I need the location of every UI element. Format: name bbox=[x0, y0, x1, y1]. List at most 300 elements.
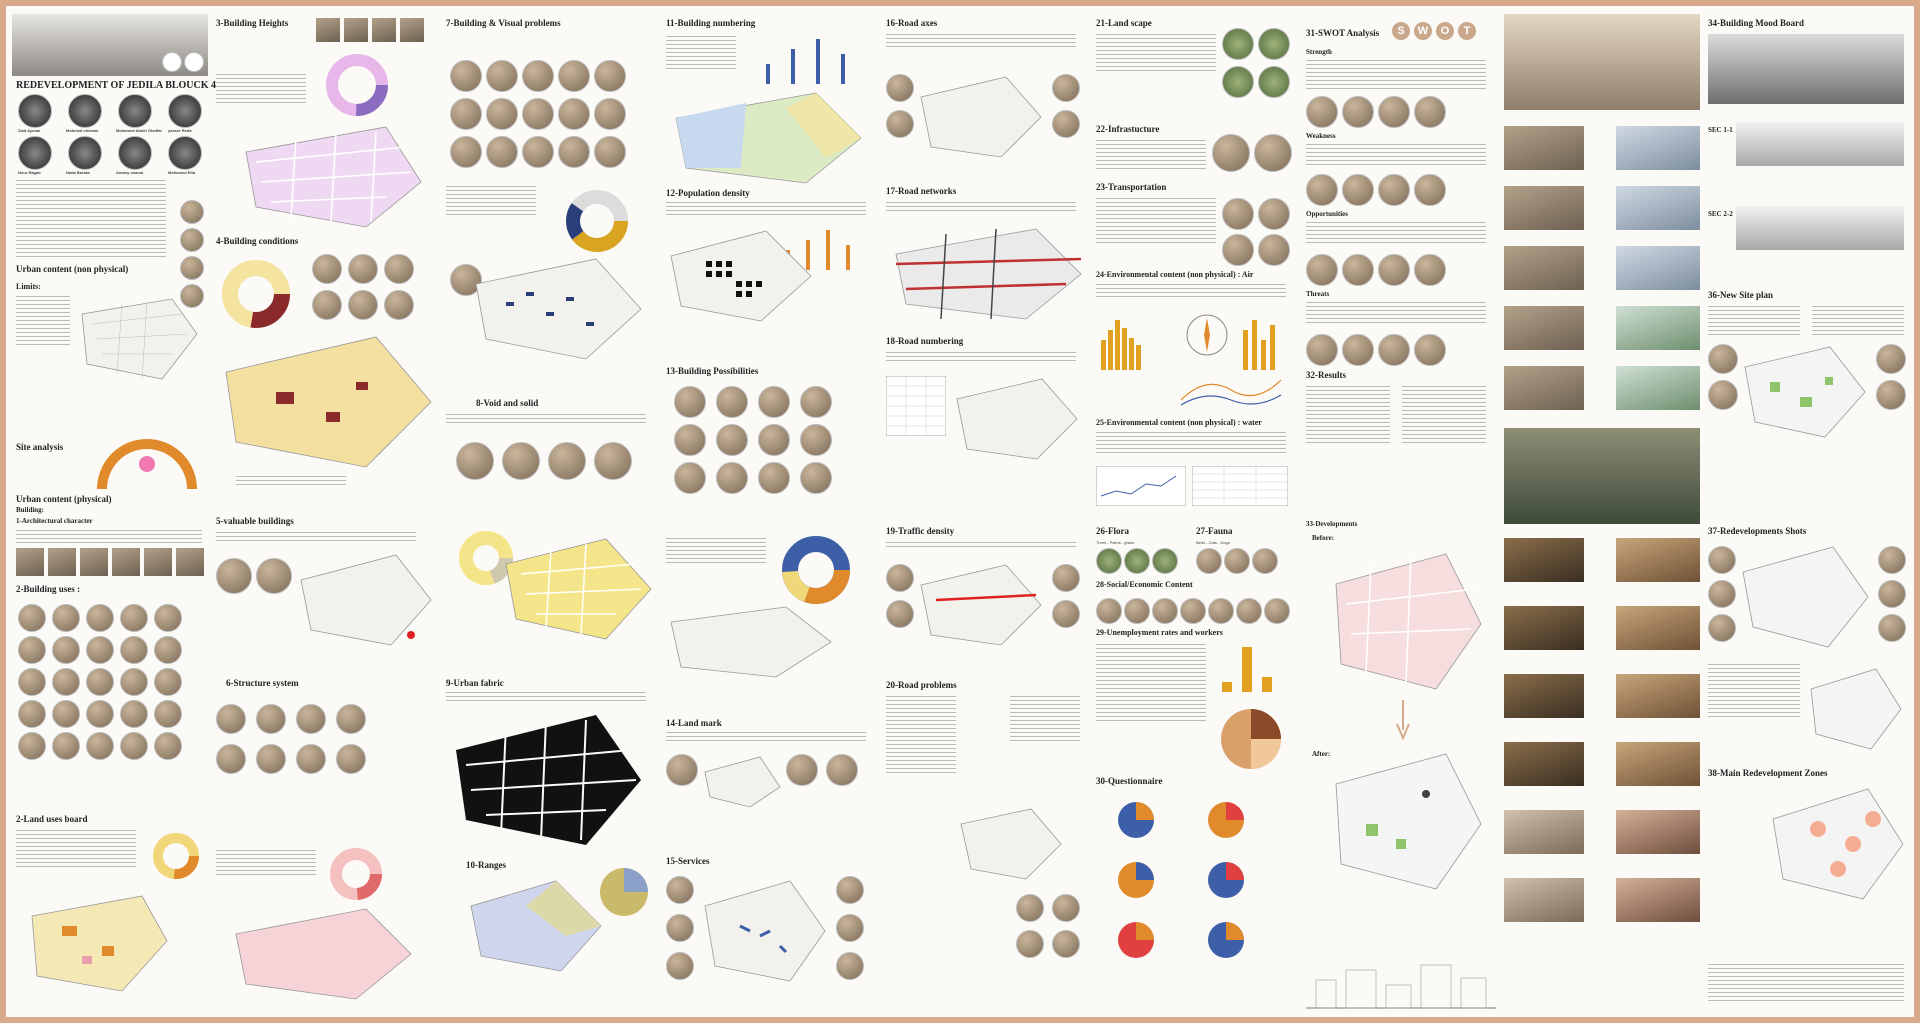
land-uses-heading: 2-Land uses board bbox=[16, 814, 88, 824]
fauna-photo bbox=[1252, 548, 1278, 574]
possibility-photo bbox=[674, 424, 706, 456]
traffic-photo bbox=[886, 600, 914, 628]
section-redevelopment-shots: 37-Redevelopments Shots bbox=[1708, 526, 1807, 536]
swot-photo bbox=[1414, 334, 1446, 366]
use-photo bbox=[52, 668, 80, 696]
swot-opportunities: Opportunities bbox=[1306, 210, 1349, 218]
limits-text bbox=[16, 296, 70, 348]
landscape-photo bbox=[1258, 28, 1290, 60]
road-axes-map bbox=[916, 72, 1046, 162]
render-photo bbox=[1504, 306, 1584, 350]
column-environment bbox=[1096, 14, 1296, 1009]
site-analysis-heading: Site analysis bbox=[16, 442, 64, 452]
render-photo bbox=[1616, 742, 1700, 786]
service-photo bbox=[666, 952, 694, 980]
visual-photo bbox=[486, 98, 518, 130]
team-portrait bbox=[18, 94, 52, 128]
structure-photo bbox=[336, 744, 366, 774]
column-visual bbox=[446, 14, 656, 1009]
population-map bbox=[666, 226, 816, 326]
use-photo bbox=[154, 636, 182, 664]
team-portrait bbox=[68, 94, 102, 128]
section-elevation bbox=[1736, 122, 1904, 166]
road-table bbox=[886, 376, 946, 436]
section-water: 25-Environmental content (non physical) : water bbox=[1096, 418, 1262, 427]
section-urban-fabric: 9-Urban fabric bbox=[446, 678, 504, 688]
possibility-photo bbox=[674, 462, 706, 494]
water-text bbox=[1096, 432, 1286, 456]
history-photo bbox=[180, 200, 204, 224]
valuable-photo bbox=[216, 558, 252, 594]
shot-photo bbox=[1708, 614, 1736, 642]
heights-text bbox=[216, 74, 306, 106]
void-photo bbox=[548, 442, 586, 480]
shot-photo bbox=[1878, 546, 1906, 574]
visual-photo bbox=[450, 136, 482, 168]
render-photo bbox=[1504, 742, 1584, 786]
section-fauna: 27-Fauna bbox=[1196, 526, 1233, 536]
swot-photo bbox=[1378, 254, 1410, 286]
section-air: 24-Environmental content (non physical) : Air bbox=[1096, 270, 1254, 279]
air-compass bbox=[1182, 310, 1232, 360]
building-heading: Building: bbox=[16, 506, 45, 514]
swot-photo bbox=[1378, 174, 1410, 206]
section-transportation: 23-Transportation bbox=[1096, 182, 1167, 192]
social-photo bbox=[1208, 598, 1234, 624]
swot-photo bbox=[1342, 174, 1374, 206]
souq-hero-photo bbox=[1504, 428, 1700, 524]
water-table bbox=[1192, 466, 1288, 506]
numbering-text bbox=[666, 36, 736, 72]
void-photo bbox=[502, 442, 540, 480]
height-photo bbox=[316, 18, 340, 42]
visual-donut bbox=[562, 186, 632, 256]
team-portrait bbox=[168, 136, 202, 170]
swot-letter: W bbox=[1414, 22, 1432, 40]
visual-photo bbox=[486, 60, 518, 92]
numbering-bars bbox=[756, 34, 866, 84]
service-photo bbox=[836, 952, 864, 980]
zones-text bbox=[1708, 964, 1904, 1004]
swot-photo bbox=[1414, 174, 1446, 206]
height-photo bbox=[400, 18, 424, 42]
use-photo bbox=[52, 700, 80, 728]
section-road-numbering: 18-Road numbering bbox=[886, 336, 964, 346]
condition-photo bbox=[348, 290, 378, 320]
use-photo bbox=[52, 604, 80, 632]
landscape-photo bbox=[1258, 66, 1290, 98]
structure-map bbox=[226, 904, 416, 1004]
render-photo bbox=[1504, 810, 1584, 854]
water-chart bbox=[1096, 466, 1186, 506]
section-developments: 33-Developments bbox=[1306, 520, 1358, 528]
render-photo bbox=[1616, 878, 1700, 922]
questionnaire-pie bbox=[1206, 860, 1246, 900]
use-photo bbox=[120, 604, 148, 632]
flora-items: Trees - Palms - grass bbox=[1096, 540, 1135, 545]
use-photo bbox=[120, 668, 148, 696]
air-bar-chart bbox=[1096, 310, 1176, 370]
service-photo bbox=[666, 914, 694, 942]
axes-photo bbox=[1052, 110, 1080, 138]
limits-heading: Limits: bbox=[16, 282, 41, 291]
traffic-photo bbox=[1052, 600, 1080, 628]
road-numbering-text bbox=[886, 352, 1076, 364]
possibility-photo bbox=[800, 424, 832, 456]
section-flora: 26-Flora bbox=[1096, 526, 1129, 536]
road-problems-text-2 bbox=[1010, 696, 1080, 744]
use-photo bbox=[154, 604, 182, 632]
section-building-numbering: 11-Building numbering bbox=[666, 18, 756, 28]
traffic-photo bbox=[886, 564, 914, 592]
structure-photo bbox=[296, 704, 326, 734]
swot-letter: O bbox=[1436, 22, 1454, 40]
visual-text bbox=[446, 186, 536, 218]
after-map bbox=[1326, 744, 1486, 894]
column-roads bbox=[886, 14, 1086, 1009]
history-photo bbox=[180, 228, 204, 252]
use-photo bbox=[86, 732, 114, 760]
section-ranges: 10-Ranges bbox=[466, 860, 506, 870]
air-text bbox=[1096, 284, 1286, 300]
condition-photo bbox=[384, 290, 414, 320]
arch-photo bbox=[144, 548, 172, 576]
section-building-conditions: 4-Building conditions bbox=[216, 236, 299, 246]
landscape-photo bbox=[1222, 28, 1254, 60]
use-photo bbox=[154, 700, 182, 728]
render-photo bbox=[1616, 674, 1700, 718]
section-unemployment: 29-Unemployment rates and workers bbox=[1096, 628, 1223, 637]
shots-map bbox=[1738, 542, 1874, 652]
section-road-networks: 17-Road networks bbox=[886, 186, 957, 196]
site-plan-photo bbox=[1876, 344, 1906, 374]
social-photo bbox=[1236, 598, 1262, 624]
use-photo bbox=[120, 732, 148, 760]
section-elevation bbox=[1736, 206, 1904, 250]
landmark-map bbox=[700, 752, 784, 812]
section-road-problems: 20-Road problems bbox=[886, 680, 957, 690]
condition-photo bbox=[384, 254, 414, 284]
void-photo bbox=[594, 442, 632, 480]
section-questionnaire: 30-Questionnaire bbox=[1096, 776, 1163, 786]
landmark-text bbox=[666, 732, 866, 744]
swot-photo bbox=[1306, 174, 1338, 206]
section-social: 28-Social/Economic Content bbox=[1096, 580, 1193, 589]
section-structure-system: 6-Structure system bbox=[226, 678, 299, 688]
visual-photo bbox=[522, 136, 554, 168]
swot-weakness: Weakness bbox=[1306, 132, 1336, 140]
use-photo bbox=[154, 668, 182, 696]
visual-photo bbox=[594, 60, 626, 92]
develop-arrow bbox=[1396, 700, 1410, 740]
poster-title: REDEVELOPMENT OF JEDILA BLOUCK 4 bbox=[16, 80, 217, 91]
render-photo bbox=[1616, 810, 1700, 854]
new-site-plan-map bbox=[1740, 342, 1870, 442]
team-name: Mohamed Abdel Ghaffar bbox=[116, 128, 163, 133]
use-photo bbox=[18, 604, 46, 632]
transport-text bbox=[1096, 198, 1216, 246]
flora-photo bbox=[1096, 548, 1122, 574]
strength-text bbox=[1306, 60, 1486, 92]
history-photo bbox=[180, 256, 204, 280]
road-problems-map bbox=[956, 804, 1066, 884]
road-problems-text bbox=[886, 696, 956, 776]
social-photo bbox=[1152, 598, 1178, 624]
mood-photo bbox=[1708, 34, 1904, 104]
numbering-map bbox=[666, 88, 866, 188]
valuable-photo bbox=[256, 558, 292, 594]
valuable-map bbox=[296, 550, 436, 650]
ranges-map bbox=[466, 876, 606, 976]
urban-physical-heading: Urban content (physical) bbox=[16, 494, 112, 504]
render-photo bbox=[1504, 246, 1584, 290]
render-photo bbox=[1616, 366, 1700, 410]
shots-text bbox=[1708, 664, 1800, 720]
infra-photo bbox=[1254, 134, 1292, 172]
zones-map bbox=[1768, 784, 1908, 904]
axes-photo bbox=[886, 74, 914, 102]
opportunities-text bbox=[1306, 222, 1486, 246]
after-label: After: bbox=[1312, 750, 1331, 758]
landscape-text bbox=[1096, 34, 1216, 74]
use-photo bbox=[18, 700, 46, 728]
arch-photo bbox=[80, 548, 108, 576]
questionnaire-pie bbox=[1206, 800, 1246, 840]
questionnaire-pie bbox=[1116, 860, 1156, 900]
air-bars-2 bbox=[1238, 310, 1292, 370]
logo-right bbox=[184, 52, 204, 72]
weakness-text bbox=[1306, 144, 1486, 168]
questionnaire-pie bbox=[1116, 800, 1156, 840]
flora-photo bbox=[1124, 548, 1150, 574]
conditions-donut bbox=[216, 254, 296, 334]
possibility-photo bbox=[716, 424, 748, 456]
landmark-photo bbox=[666, 754, 698, 786]
use-photo bbox=[154, 732, 182, 760]
mood-hero-photo bbox=[1504, 14, 1700, 110]
team-name: Mohamed Eita bbox=[168, 170, 196, 175]
section-void-solid: 8-Void and solid bbox=[476, 398, 539, 408]
population-text bbox=[666, 202, 866, 218]
render-photo bbox=[1504, 878, 1584, 922]
swot-threats: Threats bbox=[1306, 290, 1330, 298]
team-name: Amany osama bbox=[116, 170, 144, 175]
transport-photo bbox=[1222, 234, 1254, 266]
traffic-photo bbox=[1052, 564, 1080, 592]
landuse-text bbox=[16, 830, 136, 870]
visual-photo bbox=[522, 60, 554, 92]
use-photo bbox=[86, 668, 114, 696]
use-photo bbox=[18, 636, 46, 664]
render-photo bbox=[1504, 126, 1584, 170]
infra-text bbox=[1096, 140, 1206, 172]
poster-board bbox=[6, 6, 1914, 1017]
structure-photo bbox=[256, 744, 286, 774]
section-land-mark: 14-Land mark bbox=[666, 718, 722, 728]
column-buildings bbox=[216, 14, 436, 1009]
void-text bbox=[446, 414, 646, 426]
swot-photo bbox=[1378, 96, 1410, 128]
possibility-photo bbox=[758, 424, 790, 456]
section-population-density: 12-Population density bbox=[666, 188, 750, 198]
road-problem-photo bbox=[1016, 894, 1044, 922]
render-photo bbox=[1616, 126, 1700, 170]
before-label: Before: bbox=[1312, 534, 1335, 542]
visual-photo bbox=[450, 60, 482, 92]
unemployment-text bbox=[1096, 644, 1206, 724]
valuable-text bbox=[216, 532, 416, 544]
section-building-possibilities: 13-Building Possibilities bbox=[666, 366, 759, 376]
fauna-photo bbox=[1196, 548, 1222, 574]
social-photo bbox=[1124, 598, 1150, 624]
transport-photo bbox=[1222, 198, 1254, 230]
arch-character-heading: 1-Architectural character bbox=[16, 517, 93, 525]
render-photo bbox=[1616, 306, 1700, 350]
section-traffic-density: 19-Traffic density bbox=[886, 526, 955, 536]
use-photo bbox=[86, 700, 114, 728]
shot-photo bbox=[1878, 614, 1906, 642]
render-photo bbox=[1616, 246, 1700, 290]
site-plan-photo bbox=[1708, 380, 1738, 410]
transport-photo bbox=[1258, 198, 1290, 230]
visual-photo bbox=[594, 136, 626, 168]
swot-letter: T bbox=[1458, 22, 1476, 40]
visual-photo bbox=[450, 98, 482, 130]
structure-photo bbox=[336, 704, 366, 734]
height-photo bbox=[344, 18, 368, 42]
possibility-photo bbox=[716, 462, 748, 494]
heights-donut bbox=[322, 50, 392, 120]
team-portrait bbox=[168, 94, 202, 128]
conditions-map bbox=[216, 332, 436, 472]
render-photo bbox=[1504, 186, 1584, 230]
section-swot: 31-SWOT Analysis bbox=[1306, 28, 1380, 38]
void-map bbox=[496, 534, 656, 644]
before-map bbox=[1326, 544, 1486, 694]
height-photo bbox=[372, 18, 396, 42]
arch-photo bbox=[112, 548, 140, 576]
questionnaire-pie bbox=[1116, 920, 1156, 960]
condition-photo bbox=[312, 290, 342, 320]
landuse-donut bbox=[150, 830, 202, 882]
visual-photo bbox=[594, 98, 626, 130]
section-visual-problems: 7-Building & Visual problems bbox=[446, 18, 561, 28]
limits-map bbox=[72, 294, 202, 384]
possibility-photo bbox=[800, 462, 832, 494]
section-infrastructure: 22-Infrastucture bbox=[1096, 124, 1160, 134]
section-building-heights: 3-Building Heights bbox=[216, 18, 289, 28]
possibility-photo bbox=[758, 462, 790, 494]
logo-left bbox=[162, 52, 182, 72]
shot-photo bbox=[1708, 546, 1736, 574]
team-name: Nada Barake bbox=[66, 170, 91, 175]
structure-photo bbox=[216, 744, 246, 774]
site-plan-photo bbox=[1876, 380, 1906, 410]
axes-photo bbox=[886, 110, 914, 138]
team-portrait bbox=[68, 136, 102, 170]
use-photo bbox=[52, 636, 80, 664]
team-portrait bbox=[118, 94, 152, 128]
swot-photo bbox=[1306, 254, 1338, 286]
use-photo bbox=[120, 636, 148, 664]
visual-photo bbox=[558, 98, 590, 130]
sec-1-1-label: SEC 1-1 bbox=[1708, 126, 1733, 134]
road-problem-photo bbox=[1052, 930, 1080, 958]
section-main-zones: 38-Main Redevelopment Zones bbox=[1708, 768, 1828, 778]
swot-photo bbox=[1342, 254, 1374, 286]
team-portrait bbox=[118, 136, 152, 170]
section-new-site-plan: 36-New Site plan bbox=[1708, 290, 1773, 300]
visual-map bbox=[466, 254, 646, 364]
column-swot bbox=[1306, 14, 1496, 1009]
results-text-2 bbox=[1402, 386, 1486, 446]
void-photo bbox=[456, 442, 494, 480]
possibility-photo bbox=[758, 386, 790, 418]
road-axes-text bbox=[886, 34, 1076, 50]
use-photo bbox=[86, 604, 114, 632]
swot-letter: S bbox=[1392, 22, 1410, 40]
landmark-photo bbox=[786, 754, 818, 786]
site-plan-photo bbox=[1708, 344, 1738, 374]
questionnaire-pie bbox=[1206, 920, 1246, 960]
visual-photo bbox=[558, 136, 590, 168]
swot-photo bbox=[1306, 334, 1338, 366]
services-map bbox=[700, 876, 830, 986]
render-photo bbox=[1504, 538, 1584, 582]
road-networks-text bbox=[886, 202, 1076, 214]
possibility-map bbox=[666, 602, 836, 682]
traffic-text bbox=[886, 542, 1076, 550]
structure-donut bbox=[326, 844, 386, 904]
shots-map-2 bbox=[1806, 664, 1906, 754]
elevation-drawing bbox=[1306, 960, 1496, 1010]
swot-strength: Strength bbox=[1306, 48, 1332, 56]
landscape-photo bbox=[1222, 66, 1254, 98]
history-text bbox=[16, 180, 166, 260]
render-photo bbox=[1504, 674, 1584, 718]
team-portrait bbox=[18, 136, 52, 170]
use-photo bbox=[18, 668, 46, 696]
visual-photo bbox=[486, 136, 518, 168]
swot-photo bbox=[1378, 334, 1410, 366]
section-valuable-buildings: 5-valuable buildings bbox=[216, 516, 294, 526]
structure-photo bbox=[296, 744, 326, 774]
air-line-chart bbox=[1176, 370, 1286, 410]
possibility-text bbox=[666, 538, 766, 566]
render-photo bbox=[1616, 186, 1700, 230]
swot-photo bbox=[1414, 96, 1446, 128]
results-text-1 bbox=[1306, 386, 1390, 446]
flora-photo bbox=[1152, 548, 1178, 574]
conditions-legend bbox=[236, 476, 346, 488]
shot-photo bbox=[1878, 580, 1906, 608]
visual-photo bbox=[522, 98, 554, 130]
landmark-photo bbox=[826, 754, 858, 786]
arch-text bbox=[16, 530, 202, 546]
site-plan-text-2 bbox=[1812, 306, 1904, 338]
arch-photo bbox=[16, 548, 44, 576]
condition-photo bbox=[348, 254, 378, 284]
possibility-donut bbox=[776, 530, 856, 610]
swot-photo bbox=[1306, 96, 1338, 128]
render-photo bbox=[1504, 606, 1584, 650]
arch-photo bbox=[48, 548, 76, 576]
service-photo bbox=[836, 914, 864, 942]
team-name: Nour Ragab bbox=[18, 170, 41, 175]
render-photo bbox=[1616, 606, 1700, 650]
fabric-text bbox=[446, 692, 646, 704]
possibility-photo bbox=[716, 386, 748, 418]
